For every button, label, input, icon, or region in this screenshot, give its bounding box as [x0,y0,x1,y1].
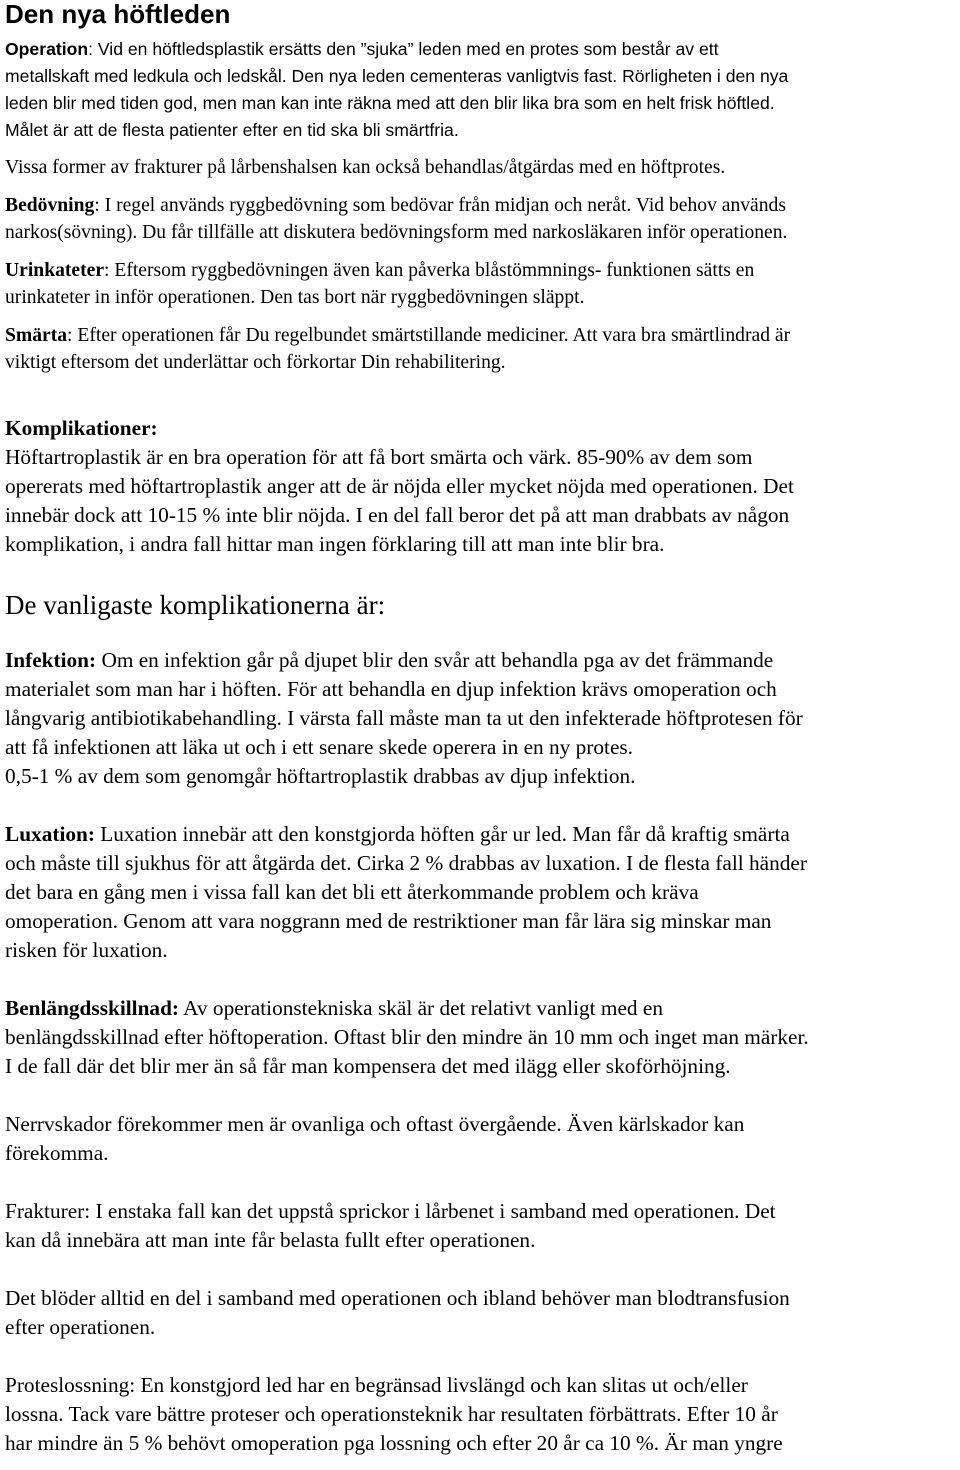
leg-length-text-3: I de fall där det blir mer än så får man kompensera det med ilägg eller skoförhöjning. [5,1054,731,1078]
operation-text-1: Vid en höftledsplastik ersätts den ”sjuka” leden med en protes som består av ett [97,39,719,59]
luxation-paragraph [5,820,955,965]
pain-text-2: viktigt eftersom det underlättar och förkortar Din rehabilitering. [5,352,506,373]
catheter-paragraph: Urinkateter: Eftersom ryggbedövningen även kan påverka blåstömmnings- funktionen sätts en urinkateter in inför operationen. Den tas bort när ryggbedövningen släppt. [5,257,955,311]
infection-text-2: materialet som man har i höften. För att behandla en djup infektion krävs omoperation och [5,677,777,701]
operation-text-4: Målet är att de flesta patienter efter en tid ska bli smärtfria. [5,120,459,140]
complications-heading: Komplikationer: [5,416,158,440]
fractures-paragraph [5,1197,955,1255]
pain-label: Smärta [5,325,68,346]
fractures-text-2: kan då innebära att man inte får belasta fullt efter operationen. [5,1228,536,1252]
loosening-text-1: Proteslossning: En konstgjord led har en begränsad livslängd och kan slitas ut och/eller [5,1373,748,1397]
anesthesia-text-1: I regel används ryggbedövning som bedövar från midjan och neråt. Vid behov används [104,195,786,216]
luxation-text-2: och måste till sjukhus för att åtgärda det. Cirka 2 % drabbas av luxation. I de flesta fall händer [5,851,807,875]
bleeding-text-1: Det blöder alltid en del i samband med operationen och ibland behöver man blodtransfusion [5,1286,790,1310]
infection-paragraph [5,646,955,791]
infection-text-1: Om en infektion går på djupet blir den svår att behandla pga av det främmande [96,648,774,672]
leg-length-text-1: Av operationstekniska skäl är det relativt vanligt med en [179,996,663,1020]
complications-section [5,414,955,559]
luxation-text-4: omoperation. Genom att vara noggrann med de restriktioner man får lära sig minskar man [5,909,772,933]
anesthesia-text-2: narkos(sövning). Du får tillfälle att diskutera bedövningsform med narkosläkaren inför operationen. [5,222,788,243]
bleeding-paragraph [5,1284,955,1342]
nerve-paragraph [5,1110,955,1168]
leg-length-label: Benlängdsskillnad: [5,996,180,1020]
infection-label: Infektion: [5,648,97,672]
loosening-text-2: lossna. Tack vare bättre proteser och operationsteknik har resultaten förbättrats. Efter 10 år [5,1402,778,1426]
common-complications-heading: De vanligaste komplikationerna är: [5,590,386,620]
luxation-label: Luxation: [5,822,95,846]
complications-text-1: Höftartroplastik är en bra operation för att få bort smärta och värk. 85-90% av dem som [5,445,753,469]
operation-text-2: metallskaft med ledkula och ledskål. Den nya leden cementeras vanligtvis fast. Rörligheten i den nya [5,66,789,86]
infection-text-5: 0,5-1 % av dem som genomgår höftartroplastik drabbas av djup infektion. [5,764,636,788]
leg-length-paragraph [5,994,955,1081]
infection-text-3: långvarig antibiotikabehandling. I värsta fall måste man ta ut den infekterade höftprotesen för [5,706,803,730]
operation-label: Operation [5,39,89,59]
document-page [5,0,955,1458]
leg-length-text-2: benlängdsskillnad efter höftoperation. Oftast blir den mindre än 10 mm och inget man märker. [5,1025,809,1049]
luxation-text-3: det bara en gång men i vissa fall kan det bli ett återkommande problem och kräva [5,880,699,904]
complications-text-3: innebär dock att 10-15 % inte blir nöjda. I en del fall beror det på att man drabbats av någon [5,503,790,527]
fractures-text-1: Frakturer: I enstaka fall kan det uppstå sprickor i lårbenet i samband med operationen. Det [5,1199,776,1223]
operation-text-3: leden blir med tiden god, men man kan inte räkna med att den blir lika bra som en helt frisk höftled. [5,93,775,113]
catheter-text-1: Eftersom ryggbedövningen även kan påverka blåstömmnings- funktionen sätts en [114,260,755,281]
infection-text-4: att få infektionen att läka ut och i ett senare skede operera in en ny protes. [5,735,634,759]
luxation-text-1: Luxation innebär att den konstgjorda höften går ur led. Man får då kraftig smärta [94,822,790,846]
page-title: Den nya höftleden [5,0,231,29]
luxation-text-5: risken för luxation. [5,938,168,962]
catheter-text-2: urinkateter in inför operationen. Den tas bort när ryggbedövningen släppt. [5,287,585,308]
complications-text-2: opererats med höftartroplastik anger att de är nöjda eller mycket nöjda med operationen. Det [5,474,794,498]
nerve-text-1: Nerrvskador förekommer men är ovanliga och oftast övergående. Även kärlskador kan [5,1112,745,1136]
anesthesia-label: Bedövning [5,195,95,216]
operation-paragraph: Operation: Vid en höftledsplastik ersätts den ”sjuka” leden med en protes som består av ett metallskaft med ledkula och ledskål. Den nya leden cementeras vanligtvis fast. Rörligheten i den nya leden blir med tiden god, men man kan inte räkna med att den blir lika bra som en helt frisk höftled. Målet är att de flesta patienter efter en tid ska bli smärtfria. [5,36,955,144]
bleeding-text-2: efter operationen. [5,1315,156,1339]
pain-paragraph: Smärta: Efter operationen får Du regelbundet smärtstillande mediciner. Att vara bra smärtlindrad är viktigt eftersom det underlättar och förkortar Din rehabilitering. [5,322,955,376]
anesthesia-paragraph: Bedövning: I regel används ryggbedövning som bedövar från midjan och neråt. Vid behov används narkos(sövning). Du får tillfälle att diskutera bedövningsform med narkosläkaren inför operationen. [5,192,955,246]
catheter-label: Urinkateter [5,260,105,281]
loosening-paragraph [5,1371,955,1458]
fractures-note: Vissa former av frakturer på lårbenshalsen kan också behandlas/åtgärdas med en höftprotes. [5,157,726,178]
pain-text-1: Efter operationen får Du regelbundet smärtstillande mediciner. Att vara bra smärtlindrad är [77,325,791,346]
complications-text-4: komplikation, i andra fall hittar man ingen förklaring till att man inte blir bra. [5,532,665,556]
loosening-text-3: har mindre än 5 % behövt omoperation pga lossning och efter 20 år ca 10 %. Är man yngre [5,1431,783,1455]
nerve-text-2: förekomma. [5,1141,109,1165]
